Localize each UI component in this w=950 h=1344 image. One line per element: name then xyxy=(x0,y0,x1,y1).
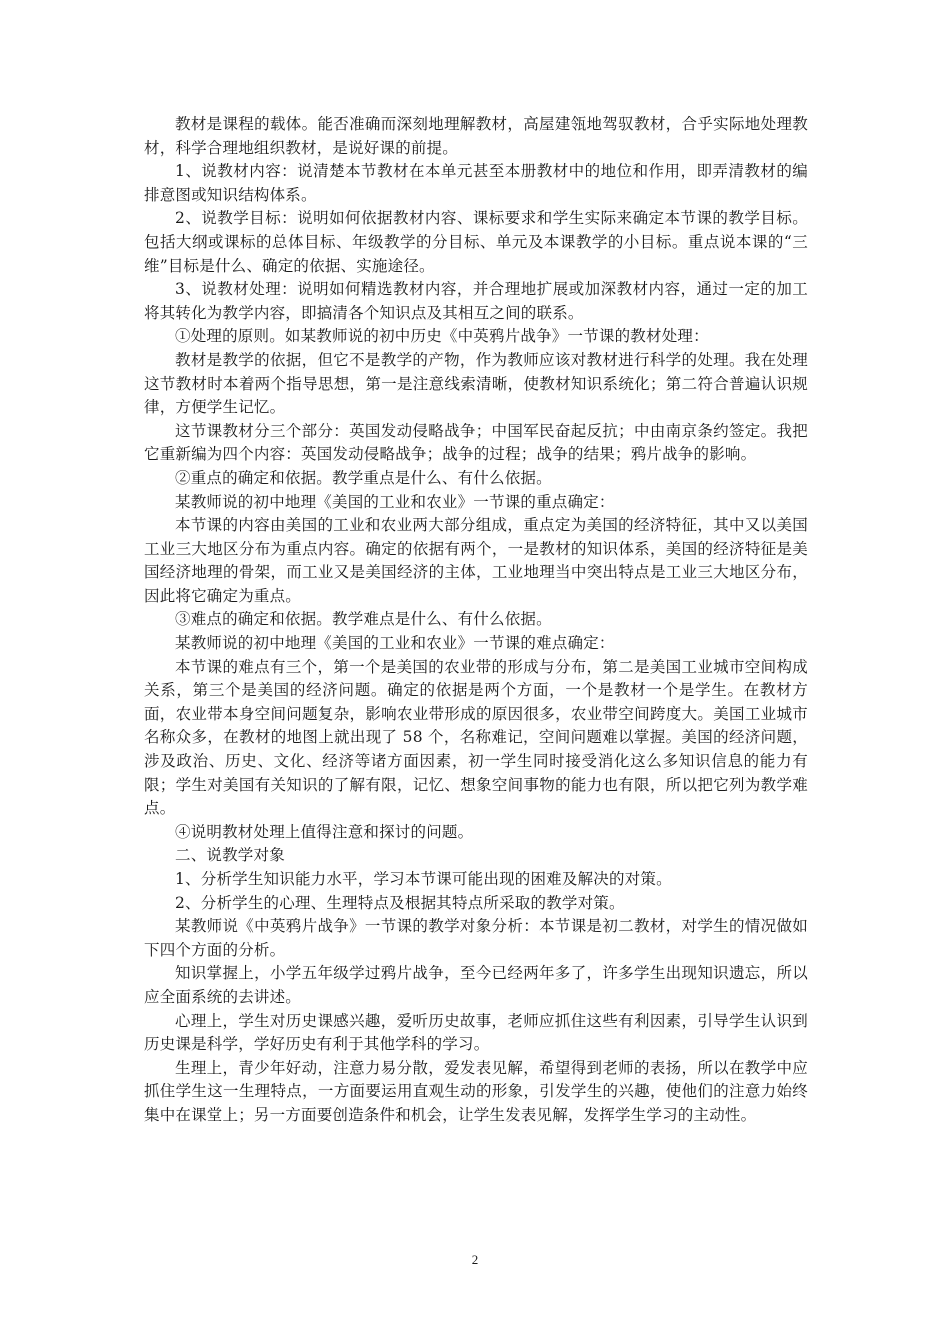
paragraph: 1、分析学生知识能力水平，学习本节课可能出现的困难及解决的对策。 xyxy=(175,870,672,888)
paragraph: ③难点的确定和依据。教学难点是什么、有什么依据。 xyxy=(175,610,552,629)
paragraph: 生理上，青少年好动，注意力易分散，爱发表见解，希望得到老师的表扬，所以在教学中应抓住学生这一生理特点，一方面要运用直观生动的形象，引发学生的兴趣，使他们的注意力始终集中在课堂上；另一方面要创造条件和机会，让学生发表见解，发挥学生学习的主动性。 xyxy=(144,1058,808,1124)
paragraph: 教材是教学的依据，但它不是教学的产物，作为教师应该对教材进行科学的处理。我在处理这节教材时本着两个指导思想，第一是注意线索清晰，使教材知识系统化；第二符合普遍认识规律，方便学生记忆。 xyxy=(144,350,808,417)
paragraph: 心理上，学生对历史课感兴趣，爱听历史故事，老师应抓住这些有利因素，引导学生认识到历史课是科学，学好历史有利于其他学科的学习。 xyxy=(144,1011,808,1054)
paragraph: 本节课的内容由美国的工业和农业两大部分组成，重点定为美国的经济特征，其中又以美国工业三大地区分布为重点内容。确定的依据有两个，一是教材的知识体系，美国的经济特征是美国经济地理的骨架，而工业又是美国经济的主体，工业地理当中突出特点是工业三大地区分布，因此将它确定为重点。 xyxy=(144,516,808,605)
paragraph: 3、说教材处理：说明如何精选教材内容，并合理地扩展或加深教材内容，通过一定的加工将其转化为教学内容，即搞清各个知识点及其相互之间的联系。 xyxy=(144,280,808,322)
paragraph: ①处理的原则。如某教师说的初中历史《中英鸦片战争》一节课的教材处理： xyxy=(175,327,709,346)
paragraph: 某教师说《中英鸦片战争》一节课的教学对象分析：本节课是初二教材，对学生的情况做如下四个方面的分析。 xyxy=(144,917,808,959)
paragraph: ④说明教材处理上值得注意和探讨的问题。 xyxy=(175,822,474,841)
paragraph: 知识掌握上，小学五年级学过鸦片战争，至今已经两年多了，许多学生出现知识遗忘，所以应全面系统的去讲述。 xyxy=(144,964,808,1006)
paragraph: 2、说教学目标：说明如何依据教材内容、课标要求和学生实际来确定本节课的教学目标。包括大纲或课标的总体目标、年级教学的分目标、单元及本课教学的小目标。重点说本课的“三维”目标是什么、确定的依据、实施途径。 xyxy=(144,209,808,275)
paragraph: 教材是课程的载体。能否准确而深刻地理解教材，高屋建瓴地驾驭教材，合乎实际地处理教材，科学合理地组织教材，是说好课的前提。 xyxy=(144,115,808,157)
paragraph: 某教师说的初中地理《美国的工业和农业》一节课的难点确定： xyxy=(175,634,615,653)
paragraph: ②重点的确定和依据。教学重点是什么、有什么依据。 xyxy=(175,468,552,487)
paragraph: 这节课教材分三个部分：英国发动侵略战争；中国军民奋起反抗；中由南京条约签定。我把它重新编为四个内容：英国发动侵略战争；战争的过程；战争的结果；鸦片战争的影响。 xyxy=(144,421,808,464)
paragraph: 本节课的难点有三个，第一个是美国的农业带的形成与分布，第二是美国工业城市空间构成关系，第三个是美国的经济问题。确定的依据是两个方面，一个是教材一个是学生。在教材方面，农业带本身空间问题复杂，影响农业带形成的原因很多，农业带空间跨度大。美国工业城市名称众多，在教材的地图上就出现了 58 个，名称难记，空间问题难以掌握。美国的经济问题，涉及政治、历史、文化、经济等诸方面因素，初一学生同时接受消化这么多知识信息的能力有限；学生对美国有关知识的了解有限，记忆、想象空间事物的能力也有限，所以把它列为教学难点。 xyxy=(144,657,808,818)
paragraph: 2、分析学生的心理、生理特点及根据其特点所采取的教学对策。 xyxy=(175,893,625,912)
section-heading: 二、说教学对象 xyxy=(175,846,285,865)
paragraph: 某教师说的初中地理《美国的工业和农业》一节课的重点确定： xyxy=(175,492,615,511)
page-number: 2 xyxy=(471,1252,479,1267)
document-body xyxy=(144,113,808,1128)
paragraph: 1、说教材内容：说清楚本节教材在本单元甚至本册教材中的地位和作用，即弄清教材的编排意图或知识结构体系。 xyxy=(144,162,808,204)
